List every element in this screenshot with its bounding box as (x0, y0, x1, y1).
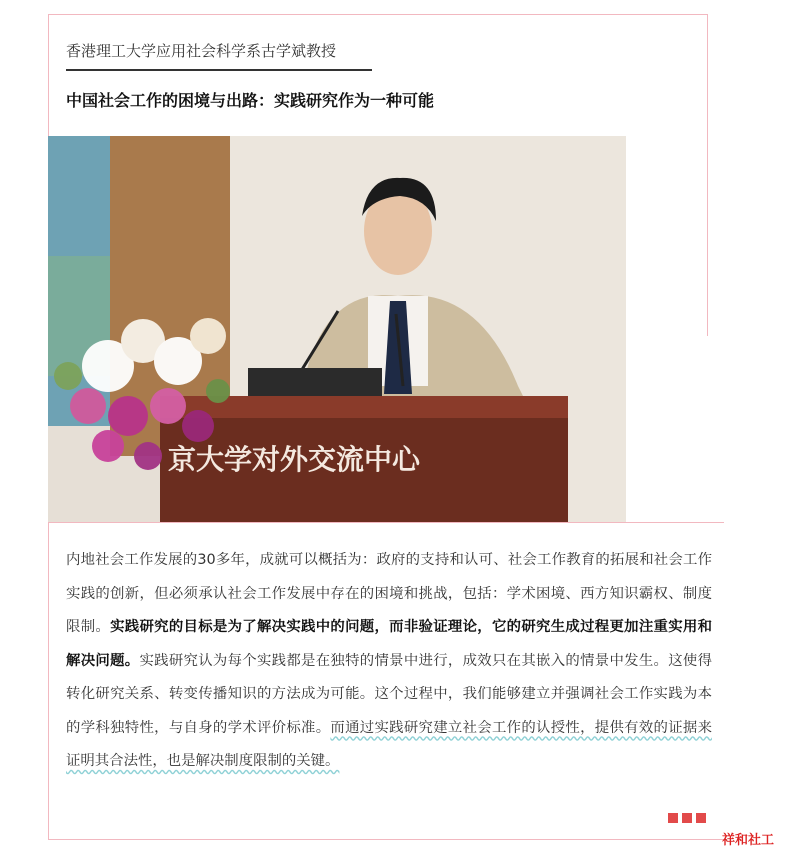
podium-sign: 京大学对外交流中心 (168, 443, 421, 476)
article-body (66, 544, 712, 779)
paragraph-key-point: 实践研究的目标是为了解决实践中的问题，而非验证理论，它的研究生成过程更加注重实用和解决问题。 (66, 619, 712, 669)
frame-left-line (48, 14, 49, 136)
article-title: 中国社会工作的困境与出路：实践研究作为一种可能 (66, 91, 435, 110)
decorative-dots (668, 813, 706, 823)
speaker-photo (48, 136, 626, 522)
paragraph-detail: 实践研究认为每个实践都是在独特的情景中进行，成效只在其嵌入的情景中发生。这使得转化研究关系、转变传播知识的方法成为可能。这个过程中，我们能够建立并强调社会工作实践为本的学科独特性，与自身的学术评价标准。 (66, 652, 712, 736)
brand-watermark: 祥和社工 (722, 833, 775, 848)
subtitle-underline (66, 69, 372, 71)
speaker-subtitle: 香港理工大学应用社会科学系古学斌教授 (66, 42, 337, 60)
dot-3 (696, 813, 706, 823)
frame-right-line (707, 14, 708, 336)
frame-bottom-line (48, 839, 724, 840)
frame-middle-line (48, 522, 724, 523)
paragraph-conclusion: 而通过实践研究建立社会工作的认授性，提供有效的证据来证明其合法性，也是解决制度限制的关键。 (66, 719, 712, 769)
paragraph-intro: 内地社会工作发展的30多年，成就可以概括为：政府的支持和认可、社会工作教育的拓展和社会工作实践的创新，但必须承认社会工作发展中存在的困境和挑战，包括：学术困境、西方知识霸权、制度限制。 (66, 552, 712, 635)
dot-1 (668, 813, 678, 823)
frame-left-line-lower (48, 522, 49, 840)
dot-2 (682, 813, 692, 823)
frame-top-line (48, 14, 708, 15)
